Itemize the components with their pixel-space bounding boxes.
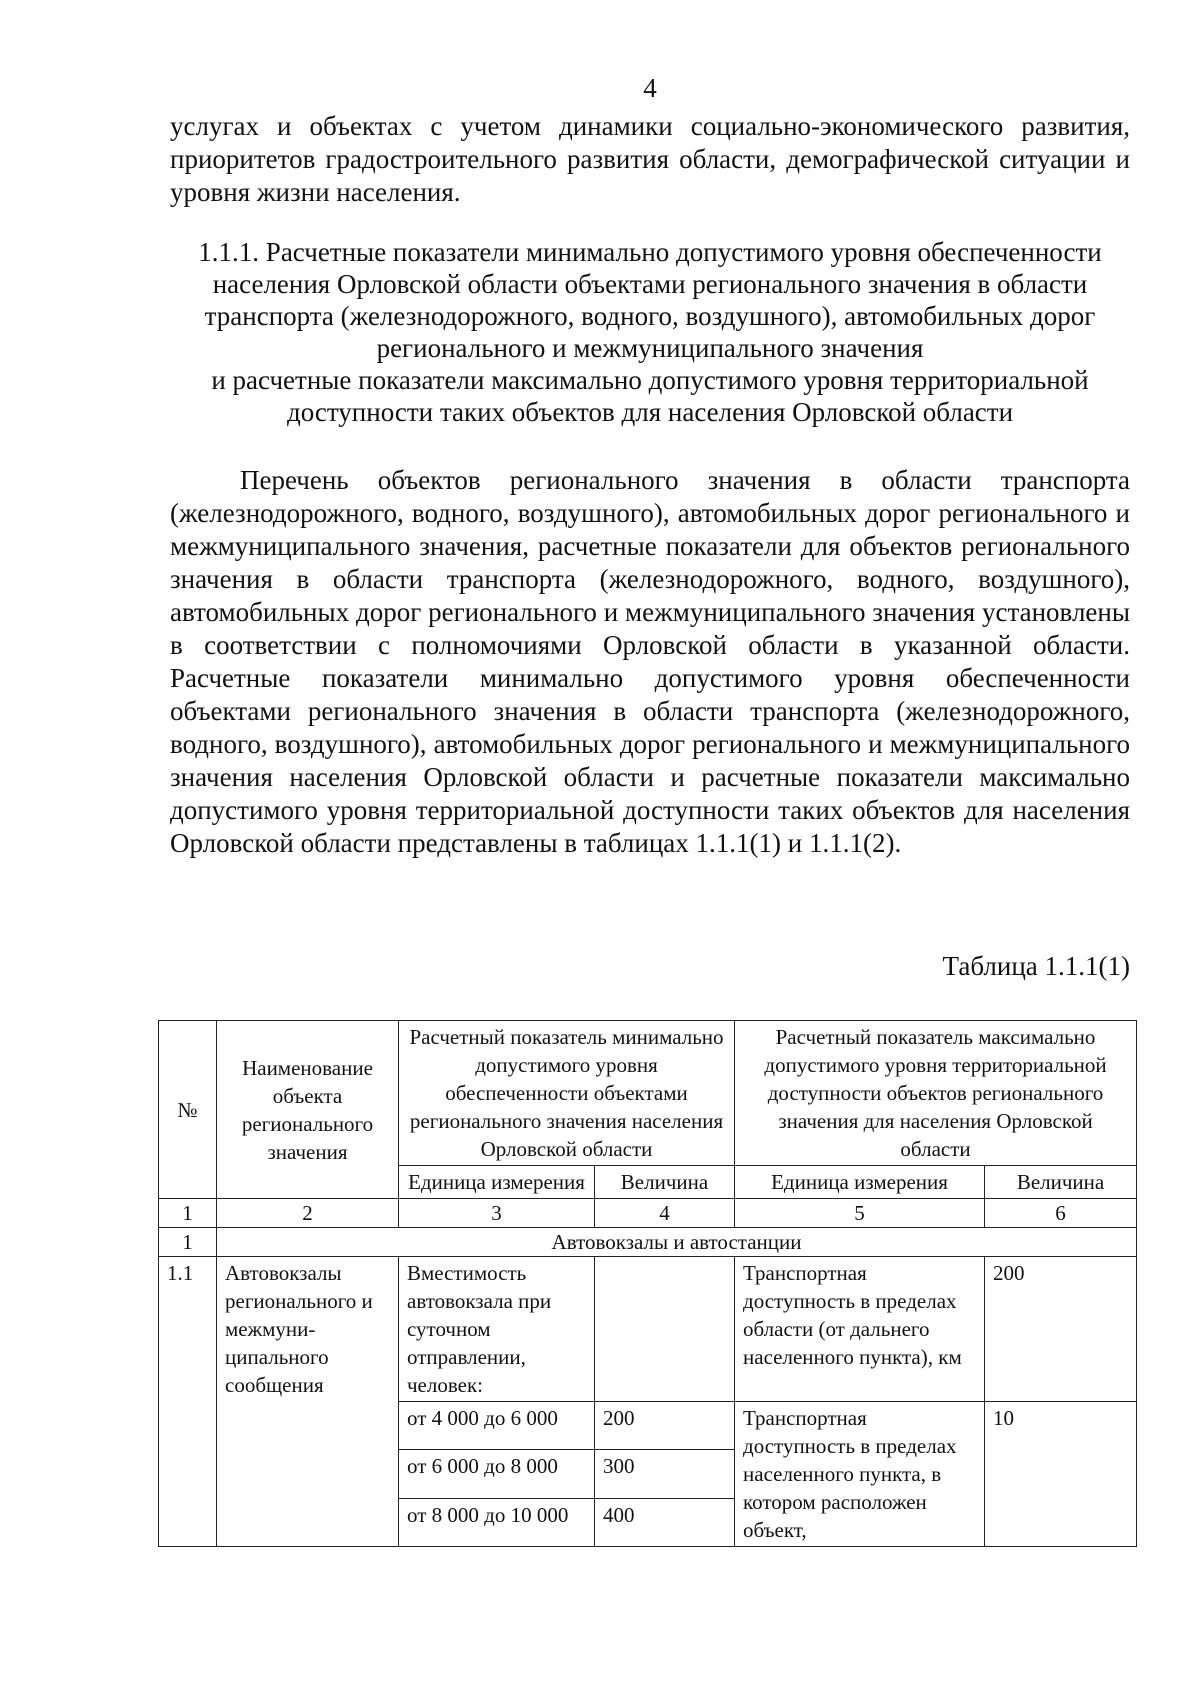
row-capacity-empty xyxy=(595,1257,735,1402)
header-number: № xyxy=(159,1021,217,1199)
row-access-region-label: Транспортная доступность в пределах области (от дальнего населенного пункта), км xyxy=(735,1257,985,1402)
column-number: 6 xyxy=(985,1199,1137,1228)
row-access-local-label: Транспортная доступность в пределах населенного пункта, в котором расположен объект, xyxy=(735,1402,985,1547)
section-heading-line: транспорта (железнодорожного, водного, воздушного), автомобильных дорог xyxy=(204,301,1096,331)
group-number: 1 xyxy=(159,1228,217,1257)
section-heading-line: и расчетные показатели максимально допустимого уровня территориальной xyxy=(211,365,1089,395)
table-caption: Таблица 1.1.1(1) xyxy=(942,951,1130,981)
table-row xyxy=(159,1257,1137,1402)
indicators-table xyxy=(158,1020,1137,1547)
header-unit-min: Единица измерения xyxy=(399,1166,595,1199)
header-max-indicator: Расчетный показатель максимально допустимого уровня территориальной доступности объектов регионального значения для населения Орловской области xyxy=(735,1021,1137,1166)
row-range: от 8 000 до 10 000 xyxy=(399,1498,595,1546)
row-range-value: 400 xyxy=(595,1498,735,1546)
header-unit-max: Единица измерения xyxy=(735,1166,985,1199)
row-access-local-value: 10 xyxy=(985,1402,1137,1547)
column-number: 2 xyxy=(217,1199,399,1228)
header-value-max: Величина xyxy=(985,1166,1137,1199)
section-heading-line: населения Орловской области объектами регионального значения в области xyxy=(212,269,1088,299)
row-range: от 4 000 до 6 000 xyxy=(399,1402,595,1450)
intro-paragraph: услугах и объектах с учетом динамики социально-экономического развития, приоритетов градостроительного развития области, демографической ситуации и уровня жизни населения. xyxy=(170,111,1130,207)
row-range-value: 300 xyxy=(595,1450,735,1498)
header-object-name: Наименование объекта регионального значения xyxy=(217,1021,399,1199)
body-paragraph: Перечень объектов регионального значения в области транспорта (железнодорожного, водного, воздушного), автомобильных дорог регионального и межмуниципального значения, расчетные показатели для объектов регионального значения в области транспорта (железнодорожного, водного, воздушного), автомобильных дорог регионального и межмуниципального значения установлены в соответствии с полномочиями Орловской области в указанной области. Расчетные показатели минимально допустимого уровня обеспеченности объектами регионального значения в области транспорта (железнодорожного, водного, воздушного), автомобильных дорог регионального и межмуниципального значения населения Орловской области и расчетные показатели максимально допустимого уровня территориальной доступности таких объектов для населения Орловской области представлены в таблицах 1.1.1(1) и 1.1.1(2). xyxy=(170,465,1130,858)
row-object-name: Автовокзалы регионального и межмуни- ципального сообщения xyxy=(217,1257,399,1547)
section-heading-line: 1.1.1. Расчетные показатели минимально допустимого уровня обеспеченности xyxy=(198,237,1102,267)
header-min-indicator: Расчетный показатель минимально допустимого уровня обеспеченности объектами регионального значения населения Орловской области xyxy=(399,1021,735,1166)
column-number: 5 xyxy=(735,1199,985,1228)
group-row xyxy=(159,1228,1137,1257)
row-access-region-value: 200 xyxy=(985,1257,1137,1402)
row-range: от 6 000 до 8 000 xyxy=(399,1450,595,1498)
row-number: 1.1 xyxy=(159,1257,217,1547)
column-number: 1 xyxy=(159,1199,217,1228)
header-value-min: Величина xyxy=(595,1166,735,1199)
column-number: 3 xyxy=(399,1199,595,1228)
column-number-row xyxy=(159,1199,1137,1228)
column-number: 4 xyxy=(595,1199,735,1228)
section-heading xyxy=(160,236,1140,428)
group-title: Автовокзалы и автостанции xyxy=(217,1228,1137,1257)
section-heading-line: доступности таких объектов для населения Орловской области xyxy=(286,397,1014,427)
row-capacity-label: Вместимость автовокзала при суточном отправлении, человек: xyxy=(399,1257,595,1402)
section-heading-line: регионального и межмуниципального значения xyxy=(376,333,924,363)
page-number: 4 xyxy=(643,73,657,103)
row-range-value: 200 xyxy=(595,1402,735,1450)
